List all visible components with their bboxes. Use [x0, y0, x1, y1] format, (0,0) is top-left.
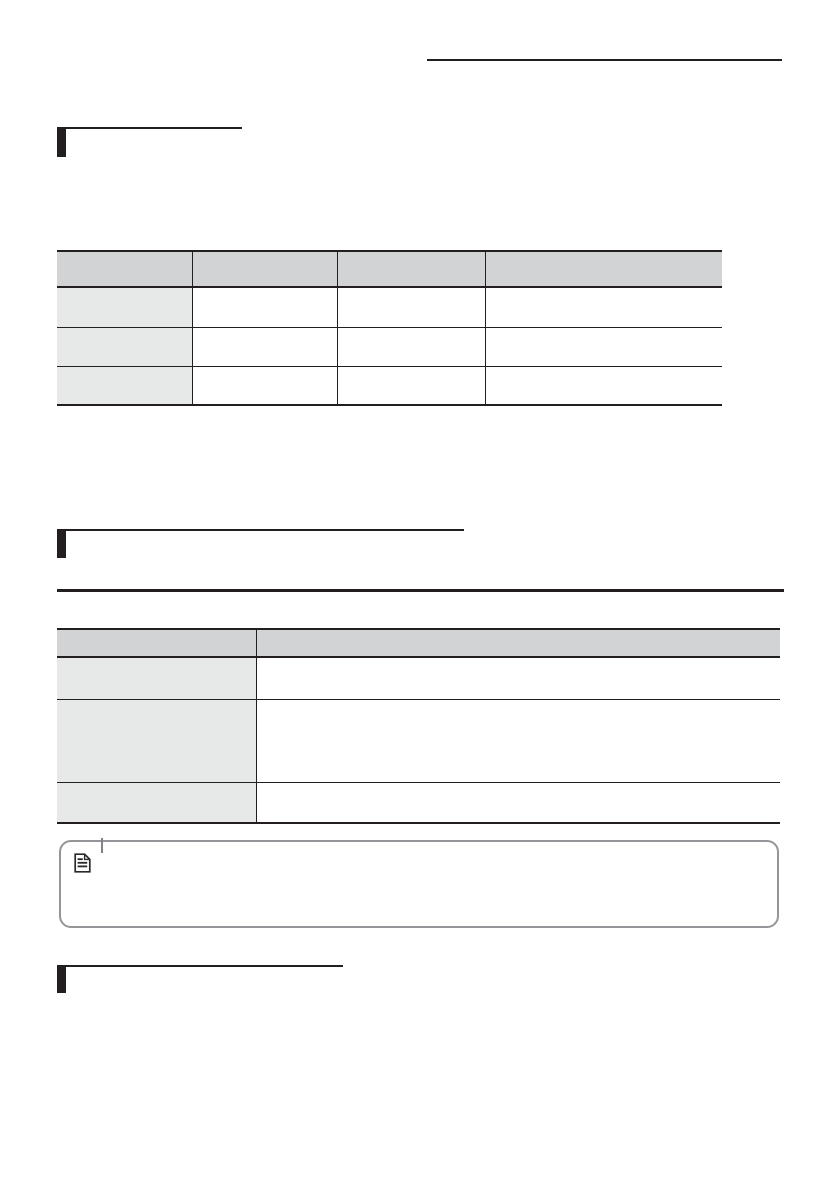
section-3-heading-bar: [57, 965, 66, 993]
table-header-cell: [57, 252, 193, 286]
spec-table-2: [57, 628, 780, 824]
table-row: [57, 288, 722, 328]
row-label-cell: [57, 700, 257, 782]
table-row: [57, 700, 780, 783]
table-cell: [257, 658, 780, 699]
header-rule: [427, 59, 782, 61]
table-cell: [257, 700, 780, 782]
section-1-heading-bar: [57, 127, 66, 157]
table-header-cell: [193, 252, 338, 286]
table-header-cell: [486, 252, 722, 286]
section-divider-rule: [57, 589, 784, 592]
table-cell: [193, 288, 338, 327]
row-label-cell: [57, 658, 257, 699]
spec-table-1: [57, 250, 722, 406]
table-cell: [486, 367, 722, 404]
table-header-cell: [57, 630, 257, 656]
row-label-cell: [57, 288, 193, 327]
table-row: [57, 658, 780, 700]
table-cell: [338, 328, 486, 366]
note-document-icon: [74, 853, 91, 873]
note-cursor-tick: [101, 838, 103, 853]
table-cell: [257, 783, 780, 822]
row-label-cell: [57, 367, 193, 404]
section-2-heading-line: [57, 529, 464, 531]
table-row: [57, 783, 780, 822]
table-header-cell: [338, 252, 486, 286]
table-cell: [193, 367, 338, 404]
section-3-heading-line: [57, 965, 343, 967]
table-row: [57, 328, 722, 367]
table-cell: [338, 288, 486, 327]
table-row: [57, 367, 722, 404]
section-1-heading-line: [57, 127, 242, 129]
section-2-heading-bar: [57, 529, 66, 558]
row-label-cell: [57, 783, 257, 822]
row-label-cell: [57, 328, 193, 366]
table-header-row: [57, 630, 780, 658]
note-box: [59, 840, 779, 928]
table-cell: [193, 328, 338, 366]
table-header-cell: [257, 630, 780, 656]
table-cell: [338, 367, 486, 404]
table-header-row: [57, 252, 722, 288]
table-cell: [486, 288, 722, 327]
table-cell: [486, 328, 722, 366]
